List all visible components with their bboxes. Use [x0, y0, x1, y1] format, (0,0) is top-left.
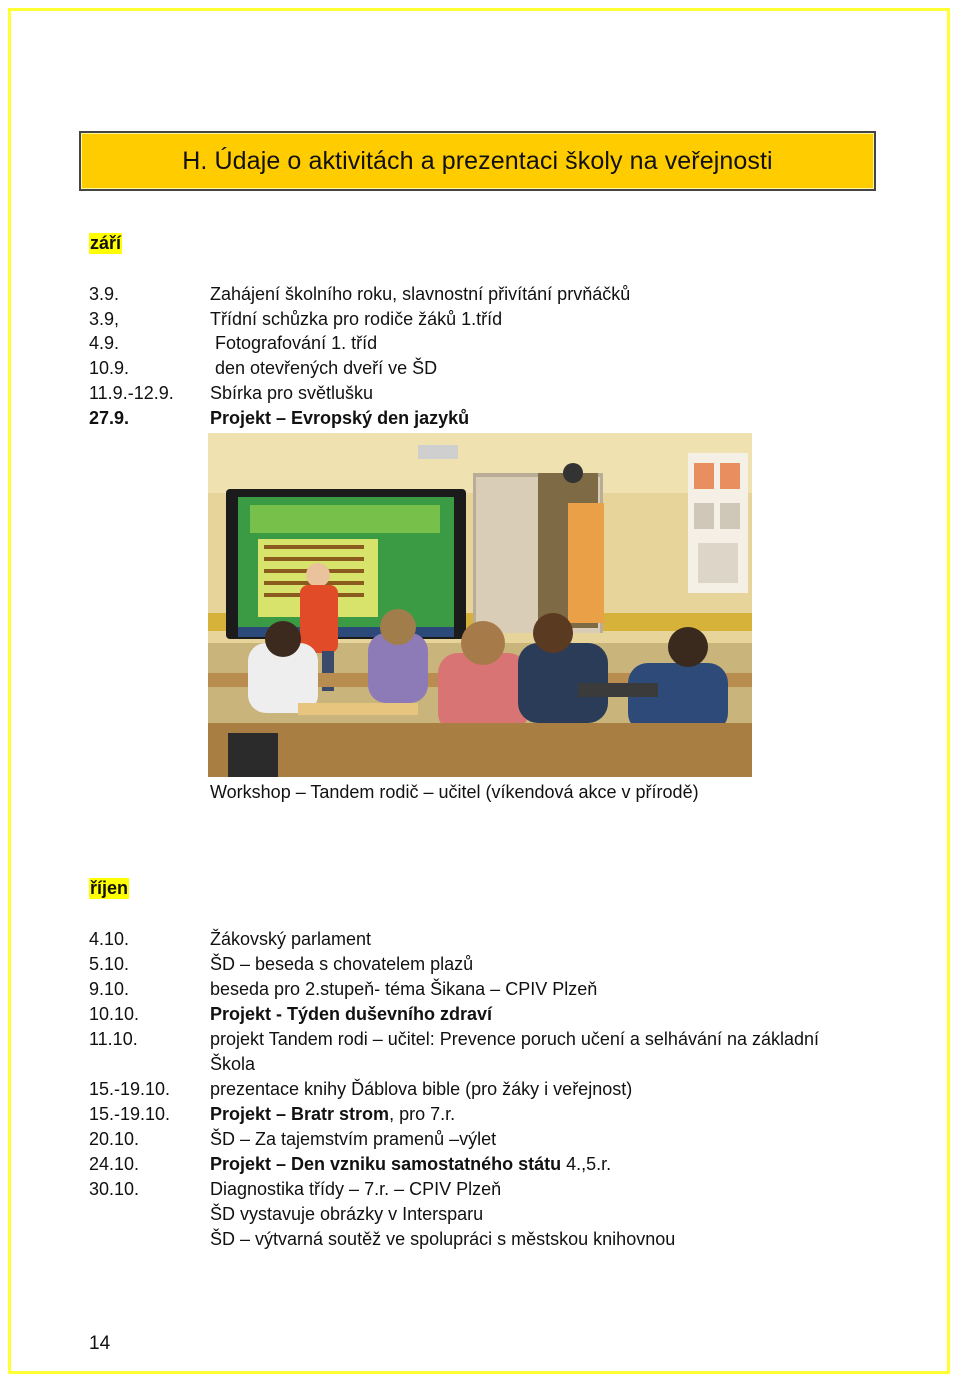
item-text: Fotografování 1. tříd [210, 333, 378, 353]
item-date: 9.10. [89, 979, 130, 999]
item-date: 10.9. [89, 358, 130, 378]
item-text: beseda pro 2.stupeň- téma Šikana – CPIV Plzeň [210, 979, 598, 999]
item-date: 10.10. [89, 1004, 140, 1024]
item-date: 20.10. [89, 1129, 140, 1149]
item-date: 3.9, [89, 309, 120, 329]
item-text: den otevřených dveří ve ŠD [210, 358, 438, 378]
item-text: Projekt – Evropský den jazyků [210, 408, 470, 428]
item-text: Třídní schůzka pro rodiče žáků 1.tříd [210, 309, 503, 329]
item-text: Projekt - Týden duševního zdraví [210, 1004, 493, 1024]
item-date: 27.9. [89, 408, 130, 428]
item-date: 24.10. [89, 1154, 140, 1174]
item-text [210, 1152, 611, 1177]
section-title-box [79, 131, 876, 191]
item-date: 15.-19.10. [89, 1079, 171, 1099]
item-text: ŠD – výtvarná soutěž ve spolupráci s městskou knihovnou [210, 1229, 676, 1249]
item-date: 4.9. [89, 333, 120, 353]
item-date: 4.10. [89, 929, 130, 949]
item-text-rest: 4.,5.r. [561, 1154, 612, 1174]
item-date: 11.9.-12.9. [89, 383, 174, 403]
item-text: ŠD vystavuje obrázky v Intersparu [210, 1204, 484, 1224]
page-number: 14 [89, 1333, 111, 1354]
item-text-rest: , pro 7.r. [389, 1104, 456, 1124]
item-date: 30.10. [89, 1179, 140, 1199]
section-title: H. Údaje o aktivitách a prezentaci školy na veřejnosti [182, 146, 773, 175]
item-text-bold: Projekt – Den vzniku samostatného státu [210, 1154, 562, 1174]
item-text: prezentace knihy Ďáblova bible (pro žáky i veřejnost) [210, 1079, 633, 1099]
item-text: ŠD – Za tajemstvím pramenů –výlet [210, 1129, 497, 1149]
item-text: ŠD – beseda s chovatelem plazů [210, 954, 474, 974]
item-text: Žákovský parlament [210, 929, 372, 949]
item-text [210, 1102, 455, 1127]
classroom-photo [208, 433, 752, 777]
item-text: projekt Tandem rodi – učitel: Prevence poruch učení a selhávání na základní [210, 1029, 820, 1049]
item-date: 3.9. [89, 284, 120, 304]
photo-caption: Workshop – Tandem rodič – učitel (víkendová akce v přírodě) [210, 782, 699, 802]
item-text: Zahájení školního roku, slavnostní přivítání prvňáčků [210, 284, 631, 304]
month-heading-september: září [90, 233, 122, 253]
month-heading-october: říjen [90, 878, 129, 898]
item-date: 11.10. [89, 1029, 138, 1049]
item-text: Sbírka pro světlušku [210, 383, 374, 403]
item-date: 5.10. [89, 954, 130, 974]
item-text-bold: Projekt – Bratr strom [210, 1104, 390, 1124]
item-text: Škola [210, 1054, 256, 1074]
item-text: Diagnostika třídy – 7.r. – CPIV Plzeň [210, 1179, 502, 1199]
item-date: 15.-19.10. [89, 1104, 171, 1124]
